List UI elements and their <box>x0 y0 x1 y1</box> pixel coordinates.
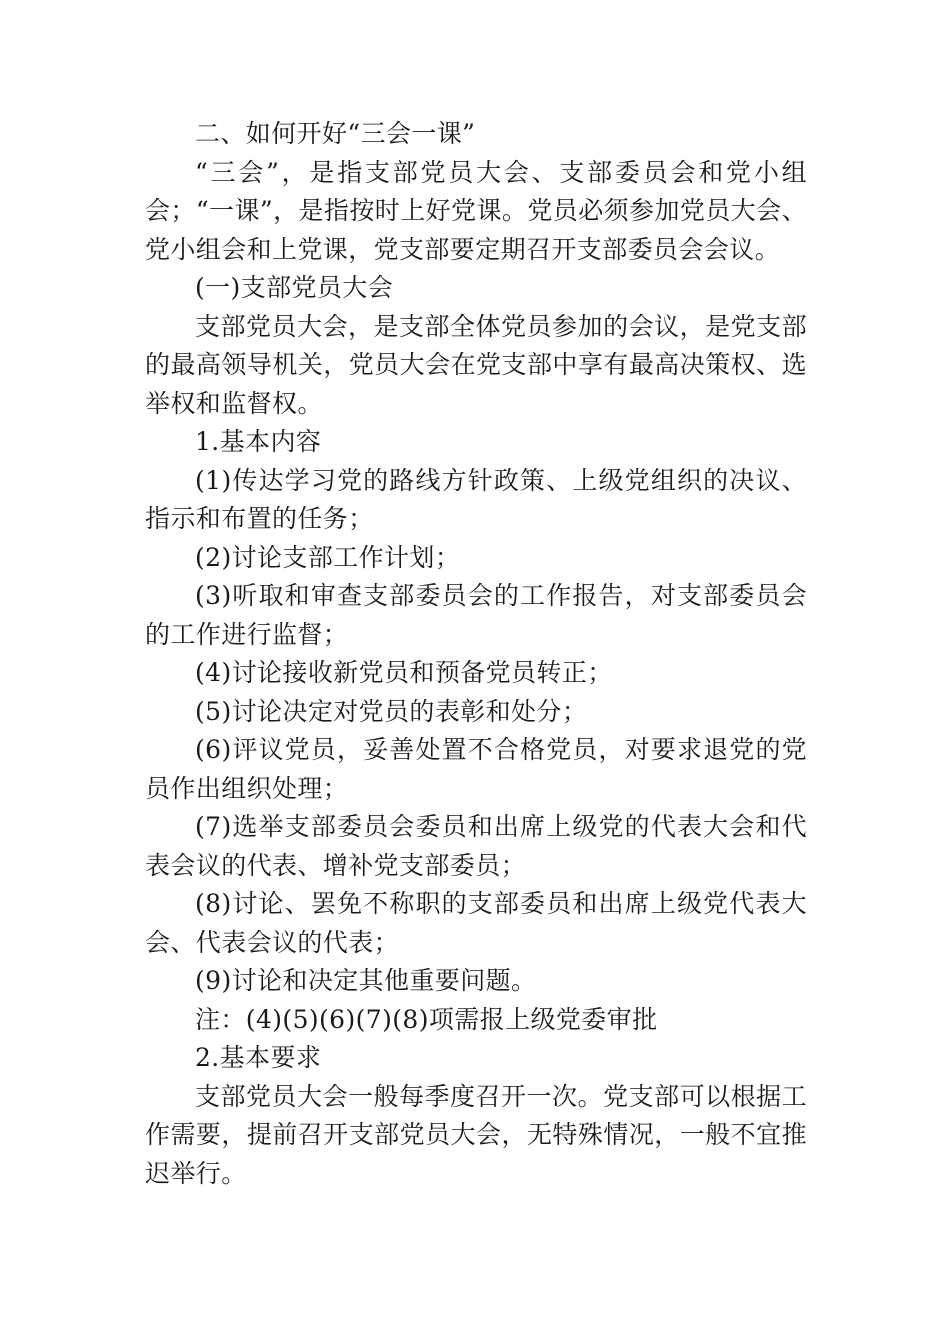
list-item: (9)讨论和决定其他重要问题。 <box>195 966 537 995</box>
section-heading: 二、如何开好“三会一课” <box>195 119 476 148</box>
note: 注：(4)(5)(6)(7)(8)项需报上级党委审批 <box>195 1004 658 1034</box>
list-item: (4)讨论接收新党员和预备党员转正； <box>195 658 613 687</box>
item-heading: 1.基本内容 <box>195 427 322 456</box>
item-heading: 2.基本要求 <box>195 1043 322 1072</box>
list-item: (2)讨论支部工作计划； <box>195 542 461 572</box>
subsection-heading: (一)支部党员大会 <box>195 273 394 302</box>
paragraph: “三会”，是指支部党员大会、支部委员会和党小组会；“一课”，是指按时上好党课。党员必须参加党员大会、党小组会和上党课，党支部要定期召开支部委员会会议。 <box>145 157 807 264</box>
list-item: (1)传达学习党的路线方针政策、上级党组织的决议、指示和布置的任务； <box>145 465 807 533</box>
list-item: (3)听取和审查支部委员会的工作报告，对支部委员会的工作进行监督； <box>145 581 807 649</box>
list-item: (8)讨论、罢免不称职的支部委员和出席上级党代表大会、代表会议的代表； <box>145 889 807 957</box>
list-item: (5)讨论决定对党员的表彰和处分； <box>195 696 588 726</box>
list-item: (7)选举支部委员会委员和出席上级党的代表大会和代表会议的代表、增补党支部委员； <box>145 812 807 880</box>
list-item: (6)评议党员，妥善处置不合格党员，对要求退党的党员作出组织处理； <box>145 735 807 803</box>
paragraph: 支部党员大会，是支部全体党员参加的会议，是党支部的最高领导机关，党员大会在党支部中享有最高决策权、选举权和监督权。 <box>145 311 807 418</box>
document-body <box>145 115 807 1193</box>
paragraph: 支部党员大会一般每季度召开一次。党支部可以根据工作需要，提前召开支部党员大会，无特殊情况，一般不宜推迟举行。 <box>145 1081 807 1188</box>
